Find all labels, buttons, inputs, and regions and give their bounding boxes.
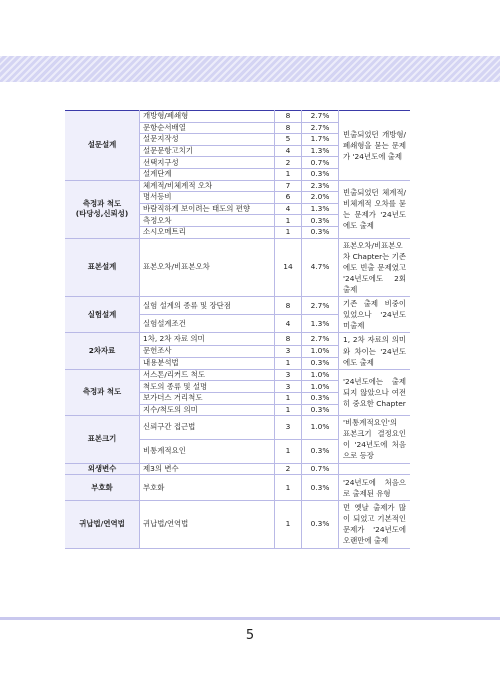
- note-cell: '24년도에 처음으로 출제된 유형: [339, 475, 411, 501]
- count-cell: 5: [275, 134, 302, 146]
- topic-cell: 실험 설계의 종류 및 장단점: [140, 297, 275, 315]
- percent-cell: 0.3%: [302, 357, 339, 369]
- percent-cell: 0.3%: [302, 215, 339, 227]
- percent-cell: 0.3%: [302, 226, 339, 238]
- topic-cell: 보가더스 거리척도: [140, 392, 275, 404]
- topic-cell: 표본오차/비표본오차: [140, 238, 275, 297]
- count-cell: 8: [275, 297, 302, 315]
- section-name: 실험설계: [65, 297, 140, 333]
- percent-cell: 0.3%: [302, 392, 339, 404]
- topic-cell: 측정오차: [140, 215, 275, 227]
- percent-cell: 1.3%: [302, 145, 339, 157]
- count-cell: 2: [275, 463, 302, 475]
- topic-cell: 내용분석법: [140, 357, 275, 369]
- topic-cell: 부호화: [140, 475, 275, 501]
- topic-cell: 설계단계: [140, 168, 275, 180]
- count-cell: 14: [275, 238, 302, 297]
- topic-cell: 지수/척도의 의미: [140, 404, 275, 416]
- topic-cell: 개방형/폐쇄형: [140, 111, 275, 123]
- table-row: [65, 501, 410, 548]
- note-cell: 빈출되었던 개방형/폐쇄형을 묻는 문제가 '24년도에 출제: [339, 111, 411, 181]
- topic-cell: 설문지작성: [140, 134, 275, 146]
- topic-cell: 제3의 변수: [140, 463, 275, 475]
- percent-cell: 0.3%: [302, 404, 339, 416]
- section-name: 측정과 척도: [65, 369, 140, 415]
- percent-cell: 0.7%: [302, 463, 339, 475]
- note-cell: 표본오차/비표본오차 Chapter는 기존에도 빈출 문제였고 '24년도에도 2회 출제: [339, 238, 411, 297]
- topic-cell: 설문문항고치기: [140, 145, 275, 157]
- section-name: 설문설계: [65, 111, 140, 181]
- topic-cell: 명서등비: [140, 192, 275, 204]
- percent-cell: 1.0%: [302, 345, 339, 357]
- section-name: 2차자료: [65, 333, 140, 369]
- count-cell: 1: [275, 404, 302, 416]
- topic-cell: 문헌조사: [140, 345, 275, 357]
- percent-cell: 0.3%: [302, 168, 339, 180]
- header-stripe-band: [0, 56, 500, 82]
- count-cell: 3: [275, 416, 302, 440]
- percent-cell: 2.7%: [302, 333, 339, 345]
- note-cell: 먼 옛날 출제가 많이 되었고 기본적인 문제가 '24년도에 오랜만에 출제: [339, 501, 411, 548]
- percent-cell: 1.3%: [302, 315, 339, 333]
- topic-cell: 1차, 2차 자료 의미: [140, 333, 275, 345]
- count-cell: 1: [275, 475, 302, 501]
- percent-cell: 0.3%: [302, 475, 339, 501]
- topic-cell: 소시오메트리: [140, 226, 275, 238]
- section-name: 표본크기: [65, 416, 140, 463]
- percent-cell: 0.3%: [302, 439, 339, 463]
- count-cell: 4: [275, 315, 302, 333]
- percent-cell: 4.7%: [302, 238, 339, 297]
- footer-line: [0, 617, 500, 620]
- percent-cell: 2.7%: [302, 122, 339, 134]
- count-cell: 1: [275, 439, 302, 463]
- section-name: 표본설계: [65, 238, 140, 297]
- section-name: 귀납법/연역법: [65, 501, 140, 548]
- note-cell: 기존 출제 비중이 있었으나 '24년도 미출제: [339, 297, 411, 333]
- table-row: [65, 463, 410, 475]
- note-cell: 빈출되었던 체계적/비체계적 오차를 묻는 문제가 '24년도에도 출제: [339, 180, 411, 238]
- page-number: 5: [245, 628, 255, 643]
- count-cell: 1: [275, 392, 302, 404]
- count-cell: 3: [275, 345, 302, 357]
- topic-cell: 실험설계조건: [140, 315, 275, 333]
- count-cell: 1: [275, 226, 302, 238]
- percent-cell: 2.3%: [302, 180, 339, 192]
- percent-cell: 2.7%: [302, 111, 339, 123]
- percent-cell: 2.0%: [302, 192, 339, 204]
- topic-cell: 선택지구성: [140, 157, 275, 169]
- count-cell: 3: [275, 381, 302, 393]
- table-row: [65, 180, 410, 192]
- percent-cell: 1.0%: [302, 369, 339, 381]
- section-name: 부호화: [65, 475, 140, 501]
- note-cell: 1, 2차 자료의 의미와 차이는 '24년도에도 출제: [339, 333, 411, 369]
- topic-cell: 척도의 종류 및 설명: [140, 381, 275, 393]
- topic-cell: 서스톤/리커드 척도: [140, 369, 275, 381]
- count-cell: 1: [275, 501, 302, 548]
- topic-cell: 비통계적요인: [140, 439, 275, 463]
- note-cell: [339, 463, 411, 475]
- topic-cell: 문항순서배열: [140, 122, 275, 134]
- count-cell: 1: [275, 215, 302, 227]
- percent-cell: 1.7%: [302, 134, 339, 146]
- percent-cell: 1.3%: [302, 203, 339, 215]
- topic-cell: 체계적/비체계적 오차: [140, 180, 275, 192]
- topic-cell: 신뢰구간 접근법: [140, 416, 275, 440]
- table-body: [65, 111, 410, 549]
- section-name: 측정과 척도 (타당성,신뢰성): [65, 180, 140, 238]
- topic-cell: 귀납법/연역법: [140, 501, 275, 548]
- percent-cell: 0.3%: [302, 501, 339, 548]
- table-row: [65, 238, 410, 297]
- table-row: [65, 111, 410, 123]
- percent-cell: 2.7%: [302, 297, 339, 315]
- note-cell: '비통계적요인'의 표본크기 결정요인이 '24년도에 처음으로 등장: [339, 416, 411, 463]
- section-name: 외생변수: [65, 463, 140, 475]
- percent-cell: 0.7%: [302, 157, 339, 169]
- count-cell: 8: [275, 111, 302, 123]
- count-cell: 1: [275, 357, 302, 369]
- count-cell: 3: [275, 369, 302, 381]
- count-cell: 8: [275, 333, 302, 345]
- topic-cell: 바람직하게 보이려는 태도의 편향: [140, 203, 275, 215]
- count-cell: 1: [275, 168, 302, 180]
- table-row: [65, 475, 410, 501]
- percent-cell: 1.0%: [302, 416, 339, 440]
- table-row: [65, 369, 410, 381]
- count-cell: 8: [275, 122, 302, 134]
- table-row: [65, 416, 410, 440]
- table-row: [65, 297, 410, 315]
- percent-cell: 1.0%: [302, 381, 339, 393]
- count-cell: 4: [275, 145, 302, 157]
- count-cell: 2: [275, 157, 302, 169]
- table-row: [65, 333, 410, 345]
- count-cell: 6: [275, 192, 302, 204]
- count-cell: 7: [275, 180, 302, 192]
- note-cell: '24년도에는 출제되지 않았으나 여전히 중요한 Chapter: [339, 369, 411, 415]
- exam-topic-table: [65, 110, 410, 549]
- count-cell: 4: [275, 203, 302, 215]
